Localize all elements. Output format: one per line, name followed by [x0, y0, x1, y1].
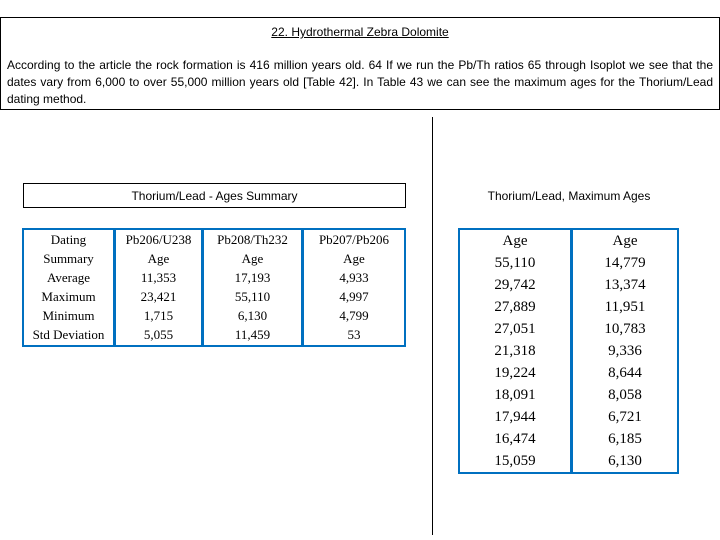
summary-column-pb207-pb206 [302, 228, 406, 347]
table-cell: 6,130 [237, 308, 268, 323]
table-cell: Dating [50, 232, 87, 247]
table-cell: Maximum [41, 289, 96, 304]
table-cell: 16,474 [494, 431, 536, 447]
table-cell: Pb207/Pb206 [318, 232, 390, 247]
maximum-column-2-text [573, 230, 677, 472]
table-cell: 55,110 [234, 289, 271, 304]
table-cell: 18,091 [494, 387, 536, 403]
table-cell: 15,059 [494, 453, 536, 469]
maximum-column-1 [458, 228, 572, 474]
table-cell: Minimum [42, 308, 95, 323]
table-cell: Summary [43, 251, 94, 266]
table-cell: 1,715 [143, 308, 174, 323]
intro-paragraph: According to the article the rock formation is 416 million years old. 64 If we run the Pb/Th ratios 65 through Isoplot we see that the dates vary from 6,000 to over 55,000 million years old [Table 42]. In Table 43 we can see the maximum ages for the Thorium/Lead dating method. [7, 58, 713, 106]
table-cell: Age [502, 233, 528, 249]
table-cell: 17,944 [494, 409, 536, 425]
table-cell: 11,951 [604, 299, 646, 315]
summary-column-pb206-u238 [114, 228, 203, 347]
table-cell: 23,421 [140, 289, 177, 304]
column-divider [432, 117, 433, 535]
summary-column-labels [22, 228, 115, 347]
table-cell: 5,055 [143, 327, 174, 342]
table-cell: Average [46, 270, 91, 285]
table-cell: Std Deviation [32, 327, 105, 342]
table-cell: 6,130 [608, 453, 642, 469]
table-cell: 53 [347, 327, 361, 342]
table-cell: 14,779 [604, 255, 646, 271]
table-cell: 11,353 [140, 270, 177, 285]
maximum-column-2 [571, 228, 679, 474]
table-cell: 4,997 [339, 289, 369, 304]
table-cell: 6,721 [608, 409, 642, 425]
summary-column-pb207-pb206-text [304, 230, 404, 345]
table-cell: 10,783 [604, 321, 646, 337]
table-cell: Age [343, 251, 365, 266]
summary-caption: Thorium/Lead - Ages Summary [23, 183, 406, 208]
maximum-caption: Thorium/Lead, Maximum Ages [487, 188, 651, 203]
table-cell: 27,889 [494, 299, 536, 315]
table-cell: Pb208/Th232 [217, 232, 288, 247]
table-cell: 13,374 [604, 277, 646, 293]
table-cell: 6,185 [608, 431, 642, 447]
summary-column-pb208-th232-text [204, 230, 301, 345]
table-cell: 19,224 [494, 365, 536, 381]
table-cell: Age [612, 233, 638, 249]
table-cell: Pb206/U238 [125, 232, 192, 247]
table-cell: 4,799 [339, 308, 369, 323]
table-cell: 8,644 [608, 365, 642, 381]
summary-column-pb208-th232 [202, 228, 303, 347]
summary-column-pb206-u238-text [116, 230, 201, 345]
table-cell: 27,051 [494, 321, 536, 337]
summary-column-labels-text [24, 230, 113, 345]
table-cell: 55,110 [494, 255, 536, 271]
table-cell: 4,933 [339, 270, 369, 285]
table-cell: 21,318 [494, 343, 536, 359]
page-title: 22. Hydrothermal Zebra Dolomite [271, 25, 449, 39]
table-cell: 29,742 [494, 277, 536, 293]
table-cell: Age [147, 251, 170, 266]
table-cell: 9,336 [608, 343, 642, 359]
table-cell: 8,058 [608, 387, 642, 403]
table-cell: 11,459 [234, 327, 271, 342]
table-cell: 17,193 [234, 270, 271, 285]
maximum-column-1-text [460, 230, 570, 472]
table-cell: Age [241, 251, 264, 266]
